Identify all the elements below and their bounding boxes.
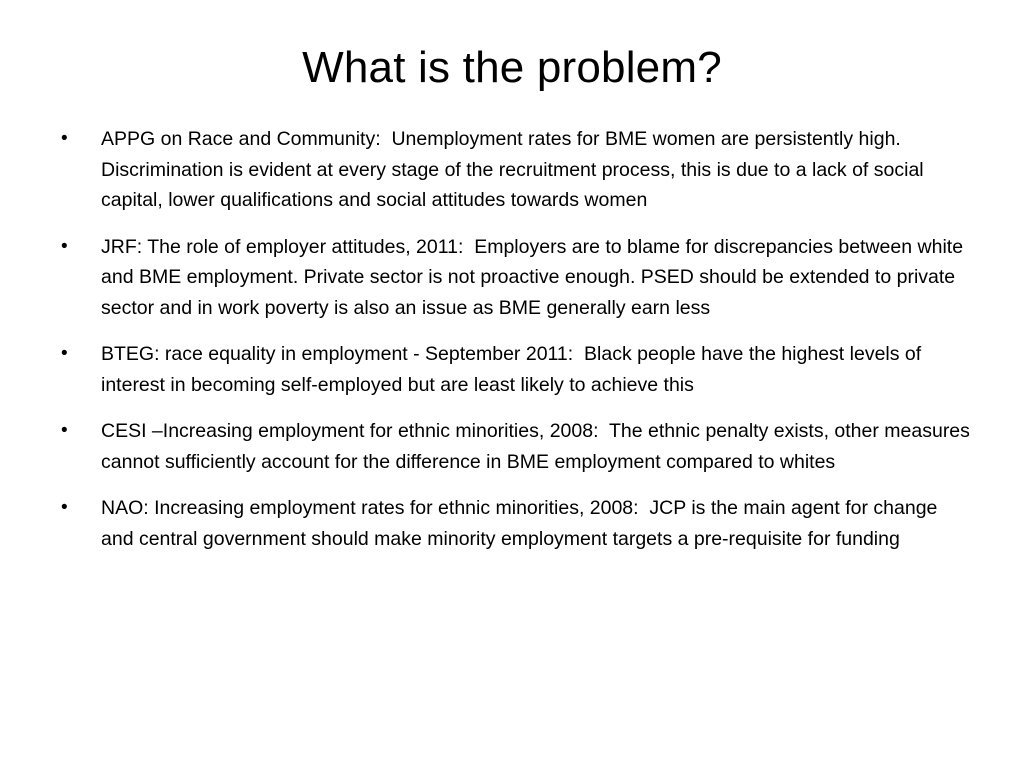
bullet-dot-icon: • xyxy=(61,420,68,441)
bullet-item-appg xyxy=(60,124,970,216)
bullet-text: APPG on Race and Community: Unemployment rates for BME women are persistently high. Discrimination is evident at every stage of the recruitment process, this is due to a lack of social capital, lower qualifications and social attitudes towards women xyxy=(101,128,930,211)
bullet-dot-icon: • xyxy=(61,343,68,364)
bullet-text: BTEG: race equality in employment - September 2011: Black people have the highest levels of interest in becoming self-employed but are least likely to achieve this xyxy=(101,343,927,396)
bullet-dot-icon: • xyxy=(61,235,68,257)
bullet-item-bteg xyxy=(60,339,970,400)
bullet-dot-icon: • xyxy=(61,497,68,518)
bullet-list xyxy=(60,124,976,570)
slide-title: What is the problem? xyxy=(302,43,722,92)
bullet-item-cesi xyxy=(60,416,976,477)
bullet-item-jrf xyxy=(60,232,970,324)
bullet-dot-icon: • xyxy=(61,128,68,149)
bullet-item-nao xyxy=(60,493,970,554)
bullet-text: NAO: Increasing employment rates for ethnic minorities, 2008: JCP is the main agent for change and central government should make minority employment targets a pre-requisite for funding xyxy=(101,497,943,550)
bullet-text: JRF: The role of employer attitudes, 2011: Employers are to blame for discrepancies between white and BME employment. Private sector is not proactive enough. PSED should be extended to private sector and in work poverty is also an issue as BME generally earn less xyxy=(101,235,969,319)
bullet-text: CESI –Increasing employment for ethnic minorities, 2008: The ethnic penalty exists, other measures cannot sufficiently account for the difference in BME employment compared to whites xyxy=(101,420,976,473)
